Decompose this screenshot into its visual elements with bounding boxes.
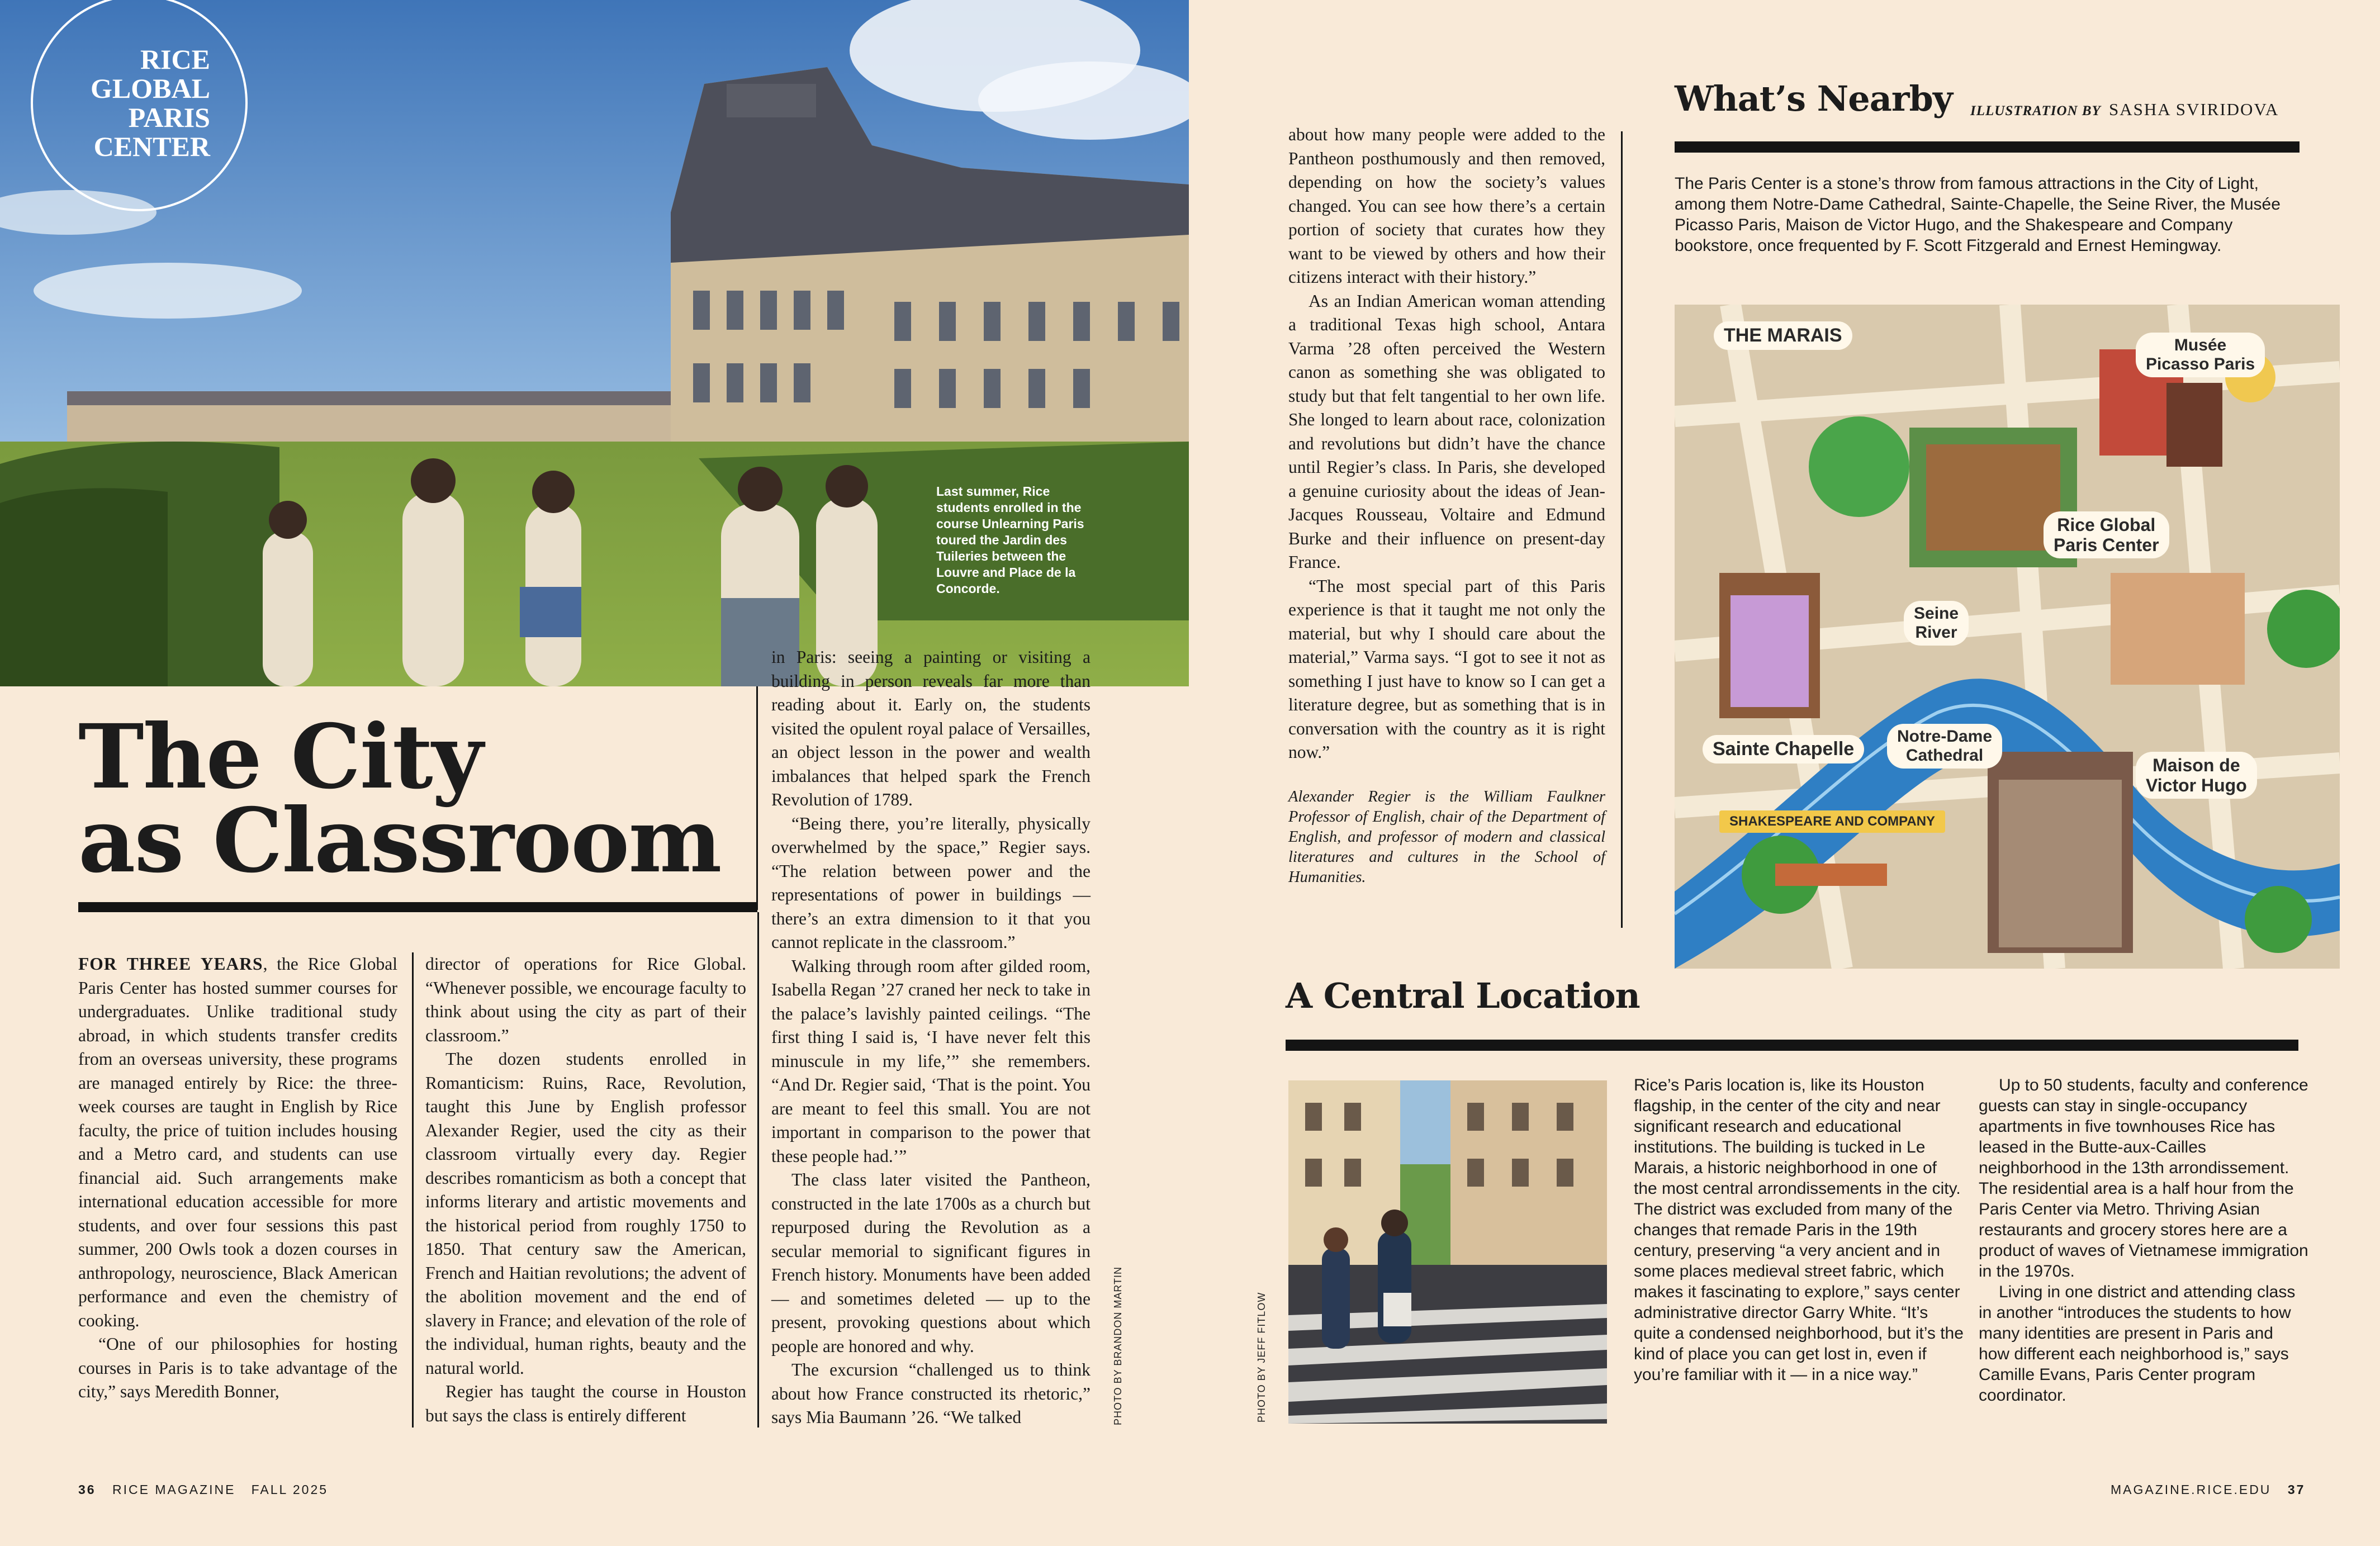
photo-credit-right: PHOTO BY JEFF FITLOW <box>1256 1292 1267 1422</box>
illustrated-map <box>1675 305 2340 969</box>
body-column-3 <box>771 646 1091 1430</box>
col4-p2: As an Indian American woman attending a traditional Texas high school, Antara Varma ’28 often perceived the Western canon as something she was obligated to study but that felt tangential to her own life. She longed to learn about race, colonization and revolutions but didn’t have the chance until Regier’s class. In Paris, she developed a genuine curiosity about the ideas of Jean-Jacques Rousseau, Voltaire and Edmund Burke and their influence on present-day France. <box>1288 291 1605 572</box>
folio-left <box>78 1482 328 1497</box>
lead-in: FOR THREE YEARS <box>78 954 263 974</box>
nearby-rule <box>1675 141 2300 153</box>
title-side-rule <box>756 686 758 910</box>
nearby-intro: The Paris Center is a stone’s throw from famous attractions in the City of Light, among them Notre-Dame Cathedral, Sainte-Chapelle, the Seine River, the Musée Picasso Paris, Maison de Victor Hugo, and the Shakespeare and Company bookstore, once frequented by F. Scott Fitzgerald and Ernest Hemingway. <box>1675 174 2281 255</box>
col3-p2: “Being there, you’re literally, physically overwhelmed by the space,” Regier says. “The relation between power and the representations of power in buildings — there’s an extra dimension to it that you cannot replicate in the classroom.” <box>771 813 1091 952</box>
title-rule <box>78 902 757 912</box>
col2-p1: director of operations for Rice Global. “Whenever possible, we encourage faculty to think about using the city as part of their classroom.” <box>425 954 746 1045</box>
col4-p3: “The most special part of this Paris experience is that it taught me not only the material, but why I should care about the material,” Varma says. “I got to see it not as something I just have to know so I can get a literature degree, but as something that is in conversation with the country as it is right now.” <box>1288 576 1605 762</box>
folio-right-text: MAGAZINE.RICE.EDU <box>2111 1482 2272 1497</box>
column-divider <box>1621 131 1623 928</box>
central-column-2 <box>1979 1075 2308 1406</box>
map-label-picasso: Musée Picasso Paris <box>2136 333 2265 377</box>
folio-left-text: RICE MAGAZINE FALL 2025 <box>112 1482 329 1497</box>
body-column-4 <box>1288 123 1605 888</box>
central-rule <box>1286 1040 2298 1051</box>
folio-right <box>2111 1482 2305 1497</box>
street-crossing-photo <box>1288 1080 1607 1424</box>
body-column-1 <box>78 952 397 1404</box>
central-c2b: Living in one district and attending class in another “introduces the students to how many identities are present in Paris and how different each neighborhood is,” says Camille Evans, Paris Center program coordinator. <box>1979 1283 2296 1405</box>
illustration-credit <box>1970 99 2279 120</box>
map-label-victor-hugo: Maison de Victor Hugo <box>2136 752 2257 799</box>
col1-p1: , the Rice Global Paris Center has hosted summer courses for undergraduates. Unlike traditional study abroad, in which students transfer credits from an overseas university, these programs are managed entirely by Rice: the three-week courses are taught in English by Rice faculty, the price of tuition includes housing and a Metro card, and students can use financial aid. Such arrangements make international education accessible for more students, and over four sessions this past summer, 200 Owls took a dozen courses in anthropology, neuroscience, Black American performance and even the chemistry of cooking. <box>78 954 397 1330</box>
col1-p2: “One of our philosophies for hosting courses in Paris is to take advantage of the city,” says Meredith Bonner, <box>78 1334 397 1401</box>
map-label-shakespeare: SHAKESPEARE AND COMPANY <box>1719 810 1945 833</box>
photo-credit-left: PHOTO BY BRANDON MARTIN <box>1112 1266 1123 1425</box>
badge-text: RICE GLOBAL PARIS CENTER <box>91 44 210 162</box>
article-title: The City as Classroom <box>78 705 721 893</box>
map-label-seine: Seine River <box>1904 601 1969 646</box>
central-heading: A Central Location <box>1286 975 1640 1016</box>
author-bio: Alexander Regier is the William Faulkner Professor of English, chair of the Department of English, and professor of modern and classical literatures and cultures in the School of Humanities. <box>1288 788 1605 886</box>
body-column-2 <box>425 952 746 1428</box>
col3-p1: in Paris: seeing a painting or visiting a building in person reveals far more than reading about it. Early on, the students visited the opulent royal palace of Versailles, an object lesson in the power and wealth imbalances that helped spark the French Revolution of 1789. <box>771 647 1091 809</box>
col2-p2: The dozen students enrolled in Romanticism: Ruins, Race, Revolution, taught this June by English professor Alexander Regier, used the city as their classroom virtually every day. Regier describes romanticism as both a concept that informs literary and artistic movements and the historical period from roughly 1750 to 1850. That century saw the American, French and Haitian revolutions; the advent of the abolition movement and the end of slavery in France; and elevation of the role of the individual, human rights, beauty and the natural world. <box>425 1049 746 1378</box>
hero-caption: Last summer, Rice students enrolled in the course Unlearning Paris toured the Jardin des Tuileries between the Louvre and Place de la Concorde. <box>936 484 1084 596</box>
central-c1: Rice’s Paris location is, like its Houston flagship, in the center of the city and near significant research and educational institutions. The building is tucked in Le Marais, a historic neighborhood in one of the most central arrondissements in the city. The district was excluded from many of the changes that remade Paris in the 19th century, preserving “a very ancient and in some places medieval street fabric, which makes it fascinating to explore,” says center administrative director Garry White. “It’s quite a condensed neighborhood, but it’s the kind of place you can get lost in, even if you’re familiar with it — in a nice way.” <box>1634 1076 1964 1384</box>
col2-p3: Regier has taught the course in Houston but says the class is entirely different <box>425 1382 746 1425</box>
column-divider <box>412 952 414 1428</box>
illustration-label: ILLUSTRATION BY <box>1970 103 2101 118</box>
map-label-paris-center: Rice Global Paris Center <box>2044 511 2169 558</box>
page-number-right: 37 <box>2287 1482 2306 1497</box>
illustrator-name: SASHA SVIRIDOVA <box>2109 99 2279 119</box>
col3-p3: Walking through room after gilded room, Isabella Regan ’27 craned her neck to take in the palace’s lavishly painted ceilings. “The first thing I said is, ‘I have never felt this minuscule in my life,’” she remembers. “And Dr. Regier said, ‘That is the point. You are meant to feel this small. You are not important in comparison to the power that these people had.’” <box>771 956 1091 1166</box>
nearby-heading: What’s Nearby <box>1675 78 1952 119</box>
rice-global-paris-center-badge <box>31 0 248 211</box>
map-label-marais: THE MARAIS <box>1714 321 1852 350</box>
col4-p1: about how many people were added to the Pantheon posthumously and then removed, depending on how the society’s values changed. You can see how there’s a certain portion of society that curates how they want to be viewed by others and how their citizens interact with their history.” <box>1288 125 1605 287</box>
col3-p4: The class later visited the Pantheon, constructed in the late 1700s as a church but repurposed during the Revolution as a secular memorial to significant figures in French history. Monuments have been added — and sometimes deleted — up to the present, provoking questions about which people are honored and why. <box>771 1170 1091 1356</box>
map-label-notre-dame: Notre-Dame Cathedral <box>1887 724 2002 769</box>
column-divider <box>757 912 759 1428</box>
map-label-sainte-chapelle: Sainte Chapelle <box>1703 735 1864 763</box>
central-c2a: Up to 50 students, faculty and conference guests can stay in single-occupancy apartments in five townhouses Rice has leased in the Butte-aux-Cailles neighborhood in the 13th arrondissement. The residential area is a half hour from the Paris Center via Metro. Thriving Asian restaurants and grocery stores here are a product of waves of Vietnamese immigration in the 1970s. <box>1979 1076 2308 1281</box>
page-number-left: 36 <box>78 1482 96 1497</box>
central-column-1 <box>1634 1075 1964 1385</box>
col3-p5: The excursion “challenged us to think about how France constructed its rhetoric,” says Mia Baumann ’26. “We talked <box>771 1360 1091 1427</box>
